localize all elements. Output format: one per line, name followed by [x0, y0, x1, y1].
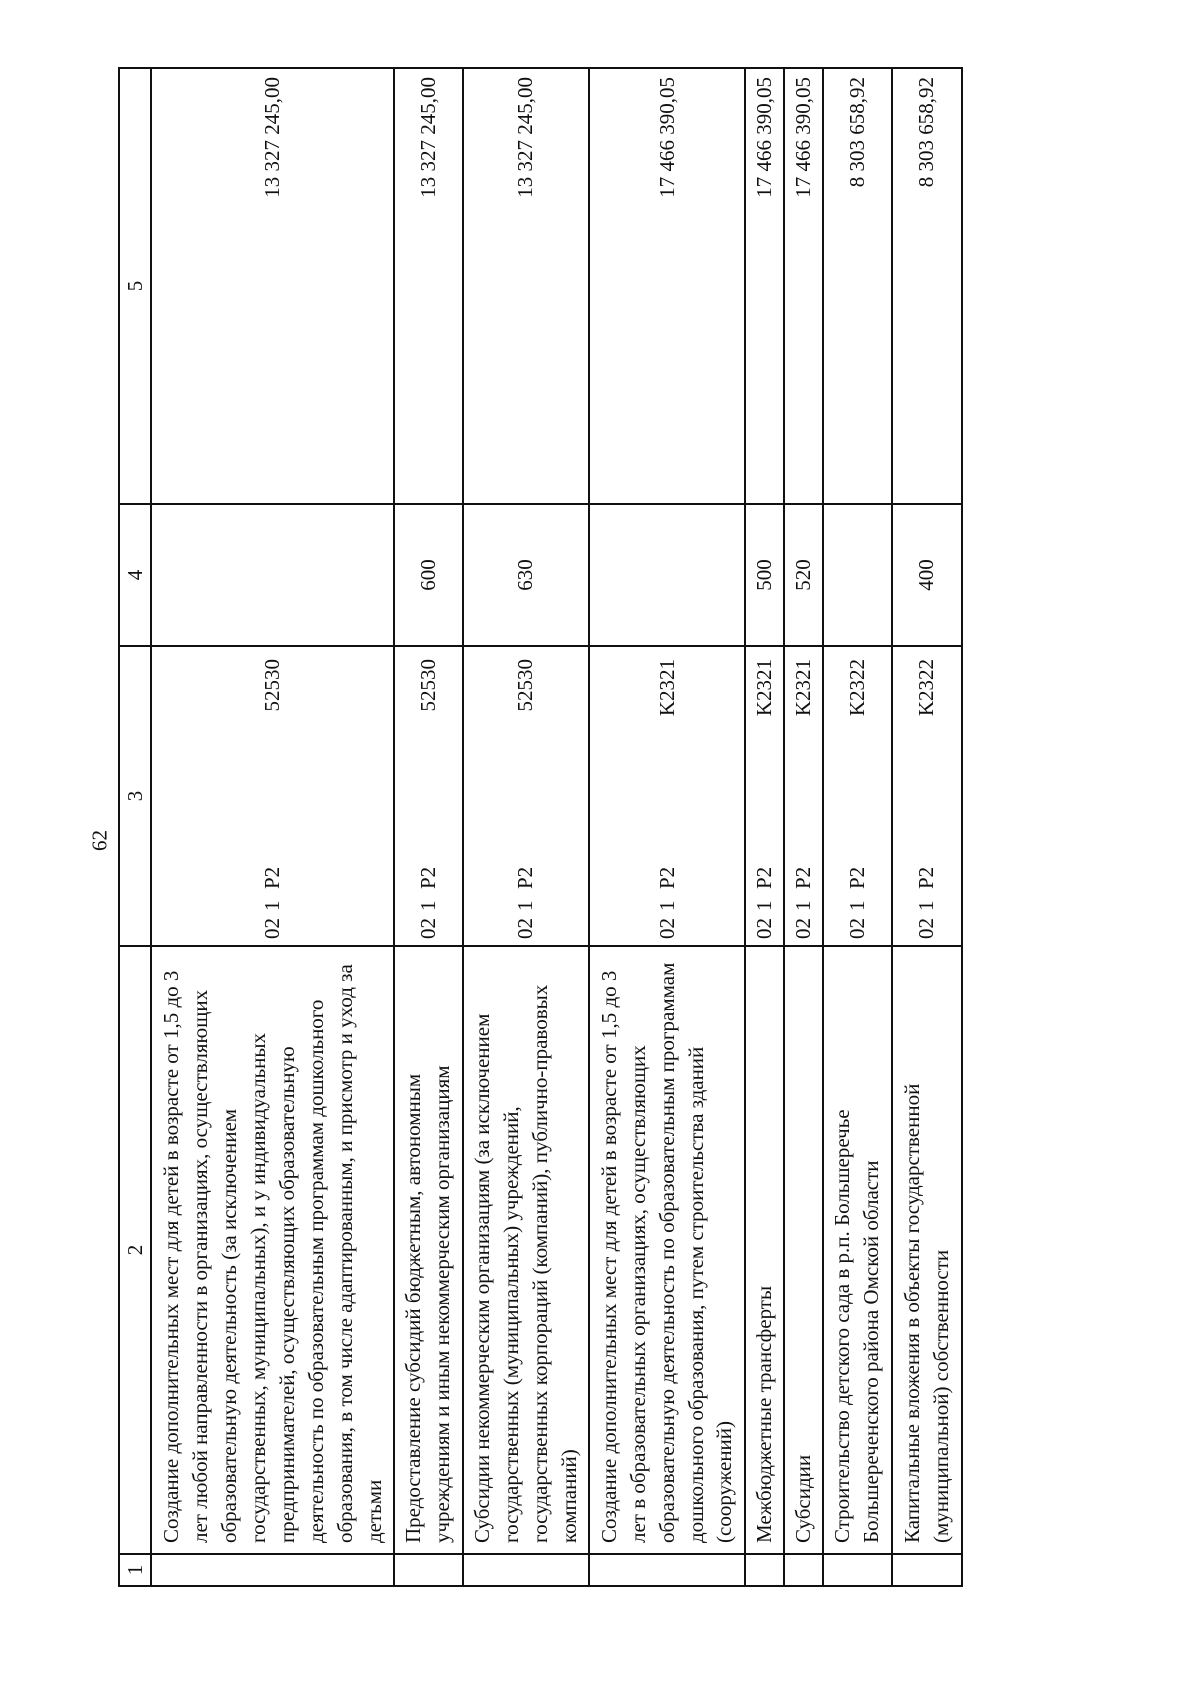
row-code [151, 646, 394, 946]
code-direction: 52530 [513, 659, 538, 712]
code-subprogram: 1 [513, 900, 538, 911]
code-direction: K2321 [654, 659, 679, 717]
row-name: Строительство детского сада в р.п. Большеречье Большереченского района Омской области [823, 946, 891, 1554]
code-program: 02 [513, 918, 538, 939]
row-code [463, 646, 590, 946]
row-number-cell [892, 1554, 962, 1586]
code-subprogram: 1 [751, 900, 776, 911]
row-number-cell [394, 1554, 462, 1586]
table-row [892, 68, 962, 1586]
code-program: 02 [914, 918, 939, 939]
code-program: 02 [791, 918, 816, 939]
code-subprogram: 1 [260, 900, 285, 911]
code-project: P2 [844, 866, 869, 889]
row-expense-type [151, 504, 394, 646]
row-name: Создание дополнительных мест для детей в возрасте от 1,5 до 3 лет любой направленности в организациях, осуществляющих образовательную деятельность (за исключением государственных, муниципальных), и у индивидуальных предпринимателей, осуществляющих образовательную деятельность по образовательным программам дошкольного образования, в том числе адаптированным, и присмотр и уход за детьми [151, 946, 394, 1554]
row-name: Субсидии [784, 946, 823, 1554]
header-col-4: 4 [119, 504, 151, 646]
row-name: Предоставление субсидий бюджетным, автономным учреждениям и иным некоммерческим организациям [394, 946, 462, 1554]
code-subprogram: 1 [914, 900, 939, 911]
table-row [784, 68, 823, 1586]
table-row [394, 68, 462, 1586]
table-row [151, 68, 394, 1586]
row-name: Межбюджетные трансферты [745, 946, 784, 1554]
code-project: P2 [260, 866, 285, 889]
code-project: P2 [751, 866, 776, 889]
code-program: 02 [260, 918, 285, 939]
row-name: Капитальные вложения в объекты государственной (муниципальной) собственности [892, 946, 962, 1554]
code-direction: K2322 [844, 659, 869, 717]
code-direction: 52530 [260, 659, 285, 712]
code-project: P2 [914, 866, 939, 889]
row-number-cell [745, 1554, 784, 1586]
code-project: P2 [415, 866, 440, 889]
code-subprogram: 1 [654, 900, 679, 911]
code-project: P2 [791, 866, 816, 889]
code-subprogram: 1 [415, 900, 440, 911]
row-code [394, 646, 462, 946]
row-name: Субсидии некоммерческим организациям (за исключением государственных (муниципальных) учреждений, государственных корпораций (компаний), публично-правовых компаний) [463, 946, 590, 1554]
code-program: 02 [844, 918, 869, 939]
table-header-row [119, 68, 151, 1586]
code-subprogram: 1 [791, 900, 816, 911]
row-expense-type: 500 [745, 504, 784, 646]
row-code [745, 646, 784, 946]
row-code [784, 646, 823, 946]
row-code [892, 646, 962, 946]
code-subprogram: 1 [844, 900, 869, 911]
code-project: P2 [513, 866, 538, 889]
row-amount: 17 466 390,05 [784, 68, 823, 504]
row-expense-type: 520 [784, 504, 823, 646]
row-number-cell [823, 1554, 891, 1586]
row-amount: 13 327 245,00 [394, 68, 462, 504]
page-number: 62 [87, 830, 112, 851]
row-expense-type [589, 504, 745, 646]
row-code [823, 646, 891, 946]
code-direction: K2322 [914, 659, 939, 717]
table-row [745, 68, 784, 1586]
row-number-cell [151, 1554, 394, 1586]
header-col-5: 5 [119, 68, 151, 504]
header-col-3: 3 [119, 646, 151, 946]
row-expense-type: 400 [892, 504, 962, 646]
row-amount: 17 466 390,05 [745, 68, 784, 504]
row-number-cell [589, 1554, 745, 1586]
code-direction: 52530 [415, 659, 440, 712]
table-row [589, 68, 745, 1586]
row-expense-type: 600 [394, 504, 462, 646]
code-project: P2 [654, 866, 679, 889]
code-direction: K2321 [791, 659, 816, 717]
header-col-1: 1 [119, 1554, 151, 1586]
header-col-2: 2 [119, 946, 151, 1554]
code-program: 02 [751, 918, 776, 939]
row-number-cell [463, 1554, 590, 1586]
row-amount: 13 327 245,00 [151, 68, 394, 504]
code-program: 02 [415, 918, 440, 939]
row-name: Создание дополнительных мест для детей в возрасте от 1,5 до 3 лет в образовательных организациях, осуществляющих образовательную деятельность по образовательным программам дошкольного образования, путем строительства зданий (сооружений) [589, 946, 745, 1554]
row-amount: 13 327 245,00 [463, 68, 590, 504]
table-row [463, 68, 590, 1586]
code-program: 02 [654, 918, 679, 939]
row-amount: 8 303 658,92 [892, 68, 962, 504]
row-amount: 17 466 390,05 [589, 68, 745, 504]
table-row [823, 68, 891, 1586]
row-amount: 8 303 658,92 [823, 68, 891, 504]
row-expense-type: 630 [463, 504, 590, 646]
budget-table [118, 67, 963, 1587]
row-code [589, 646, 745, 946]
row-expense-type [823, 504, 891, 646]
code-direction: K2321 [751, 659, 776, 717]
rotated-table-page [118, 69, 963, 1587]
row-number-cell [784, 1554, 823, 1586]
